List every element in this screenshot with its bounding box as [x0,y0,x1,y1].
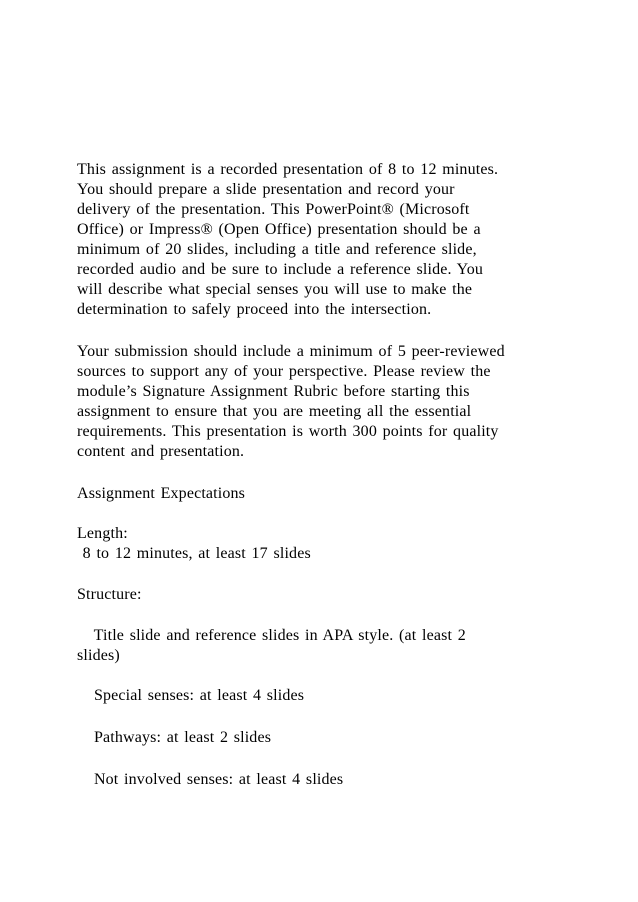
paragraph-2-line-2: sources to support any of your perspective. Please review the [77,363,491,380]
expectations-heading: Assignment Expectations [77,485,246,502]
structure-item-3: Pathways: at least 2 slides [77,729,272,746]
structure-item-4: Not involved senses: at least 4 slides [77,771,344,788]
paragraph-1-line-4: Office) or Impress® (Open Office) presentation should be a [77,221,481,238]
paragraph-2-line-5: requirements. This presentation is worth 300 points for quality [77,423,499,440]
paragraph-2-line-6: content and presentation. [77,443,245,460]
paragraph-1-line-6: recorded audio and be sure to include a reference slide. You [77,261,484,278]
paragraph-1-line-7: will describe what special senses you will use to make the [77,281,473,298]
paragraph-2-line-1: Your submission should include a minimum of 5 peer-reviewed [77,343,505,360]
structure-item-1-line-2: slides) [77,647,120,664]
length-value: 8 to 12 minutes, at least 17 slides [77,545,311,562]
paragraph-1-line-5: minimum of 20 slides, including a title and reference slide, [77,241,477,258]
length-label: Length: [77,525,128,542]
paragraph-1-line-3: delivery of the presentation. This PowerPoint® (Microsoft [77,201,470,218]
paragraph-2-line-4: assignment to ensure that you are meeting all the essential [77,403,472,420]
paragraph-1-line-1: This assignment is a recorded presentation of 8 to 12 minutes. [77,161,499,178]
paragraph-1-line-2: You should prepare a slide presentation and record your [77,181,455,198]
structure-label: Structure: [77,586,142,603]
structure-item-2: Special senses: at least 4 slides [77,687,305,704]
paragraph-1-line-8: determination to safely proceed into the intersection. [77,301,432,318]
structure-item-1-line-1: Title slide and reference slides in APA style. (at least 2 [77,627,466,644]
paragraph-2-line-3: module’s Signature Assignment Rubric before starting this [77,383,470,400]
